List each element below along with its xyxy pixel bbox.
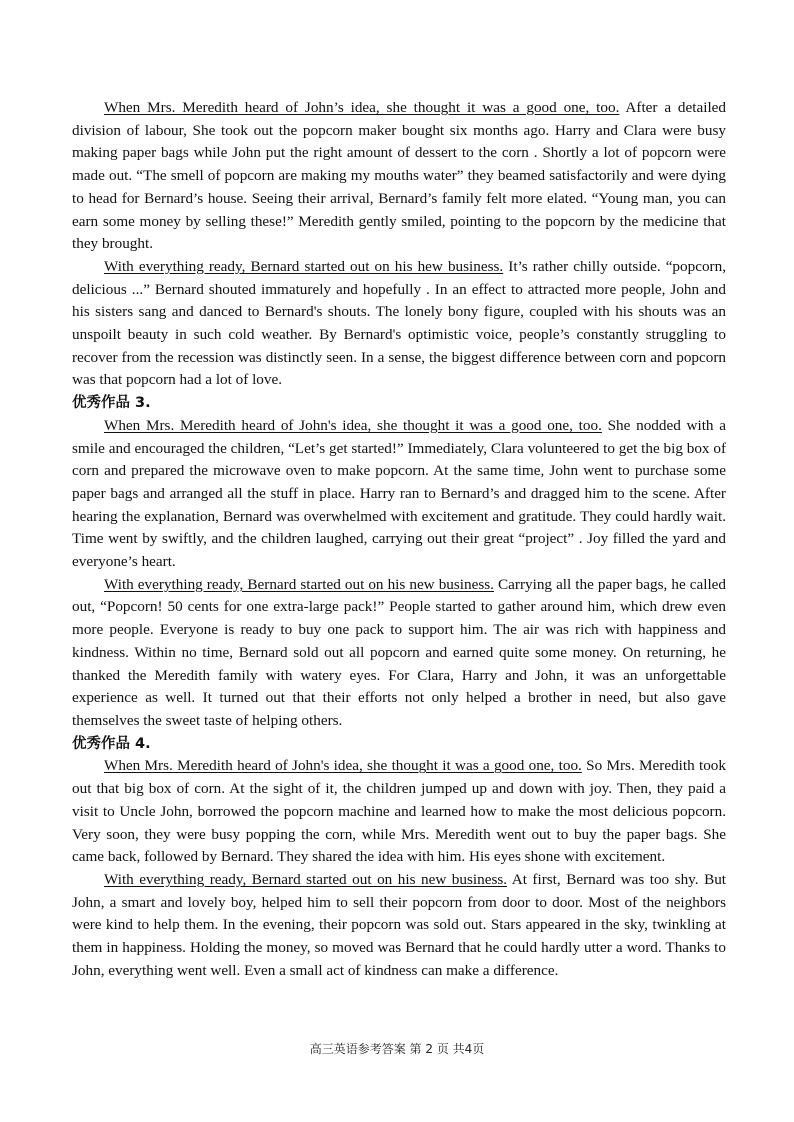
page-footer: 高三英语参考答案 第 2 页 共4页: [309, 1042, 485, 1056]
paragraph: [72, 755, 726, 869]
paragraph-text: After a detailed division of labour, She took out the popcorn maker bought six months ago. Harry and Clara were busy making paper bags while John put the right amount of dessert to the corn . Shortly a lot of popcorn were made out. “The smell of popcorn are making my mouths water” they beamed satisfactorily and were dying to head for Bernard’s house. Seeing their arrival, Bernard’s family felt more elated. “Young man, you can earn some money by selling these!” Meredith gently smiled, pointing to the popcorn by the medicine that they brought.: [72, 99, 727, 253]
paragraph: [72, 574, 726, 733]
given-opening-sentence: When Mrs. Meredith heard of John's idea, she thought it was a good one, too.: [104, 757, 582, 775]
paragraph-text: At first, Bernard was too shy. But John, a smart and lovely boy, helped him to sell their popcorn from door to door. Most of the neighbors were kind to help them. In the evening, their popcorn was sold out. Stars appeared in the sky, twinkling at them in happiness. Holding the money, so moved was Bernard that he could hardly utter a word. Thanks to John, everything went well. Even a small act of kindness can make a difference.: [72, 870, 727, 979]
paragraph-text: Carrying all the paper bags, he called out, “Popcorn! 50 cents for one extra-large pack!” People started to gather around him, which drew even more people. Everyone is ready to buy one pack to support him. The air was rich with happiness and kindness. Within no time, Bernard sold out all popcorn and earned quite some money. On returning, he thanked the Meredith family with watery eyes. For Clara, Harry and John, it was an unforgettable experience as well. It turned out that their efforts not only helped a brother in need, but also gave themselves the sweet taste of helping others.: [72, 575, 727, 729]
given-opening-sentence: When Mrs. Meredith heard of John’s idea, she thought it was a good one, too.: [104, 99, 620, 116]
essay-section-4: [72, 733, 726, 983]
given-opening-sentence: With everything ready, Bernard started out on his new business.: [104, 870, 508, 888]
paragraph: [72, 415, 726, 574]
essay-section-2: [72, 97, 726, 392]
document-body: [72, 97, 726, 982]
given-opening-sentence: With everything ready, Bernard started out on his new business.: [104, 575, 494, 593]
section-heading: 优秀作品 4.: [72, 735, 151, 752]
paragraph-text: She nodded with a smile and encouraged the children, “Let’s get started!” Immediately, Clara volunteered to get the big box of corn and prepared the microwave oven to make popcorn. At the same time, John went to purchase some paper bags and arranged all the stuff in place. Harry ran to Bernard’s and dragged him to the scene. After hearing the explanation, Bernard was overwhelmed with excitement and gratitude. They could hardly wait. Time went by swiftly, and the children laughed, carrying out their great “project” . Joy filled the yard and everyone’s heart.: [72, 416, 726, 571]
given-opening-sentence: When Mrs. Meredith heard of John's idea, she thought it was a good one, too.: [104, 416, 602, 434]
paragraph: [72, 97, 726, 256]
paragraph-text: It’s rather chilly outside. “popcorn, delicious ...” Bernard shouted immaturely and hopefully . In an effect to attracted more people, John and his sisters sang and danced to Bernard's shouts. The lonely bony figure, coupled with his shouts was an unspoilt beauty in such cold weather. By Bernard's optimistic voice, people’s constantly struggling to recover from the recession was distinctly seen. In a sense, the biggest difference between corn and popcorn was that popcorn had a lot of love.: [72, 257, 726, 389]
given-opening-sentence: With everything ready, Bernard started out on his hew business.: [104, 257, 504, 275]
essay-section-3: [72, 392, 726, 733]
paragraph: [72, 869, 726, 983]
paragraph: [72, 256, 726, 392]
paragraph-text: So Mrs. Meredith took out that big box of corn. At the sight of it, the children jumped up and down with joy. Then, they paid a visit to Uncle John, borrowed the popcorn machine and learned how to make the most delicious popcorn. Very soon, they were busy popping the corn, while Mrs. Meredith went out to buy the paper bags. She came back, followed by Bernard. They shared the idea with him. His eyes shone with excitement.: [72, 757, 726, 866]
section-heading: 优秀作品 3.: [72, 395, 151, 412]
